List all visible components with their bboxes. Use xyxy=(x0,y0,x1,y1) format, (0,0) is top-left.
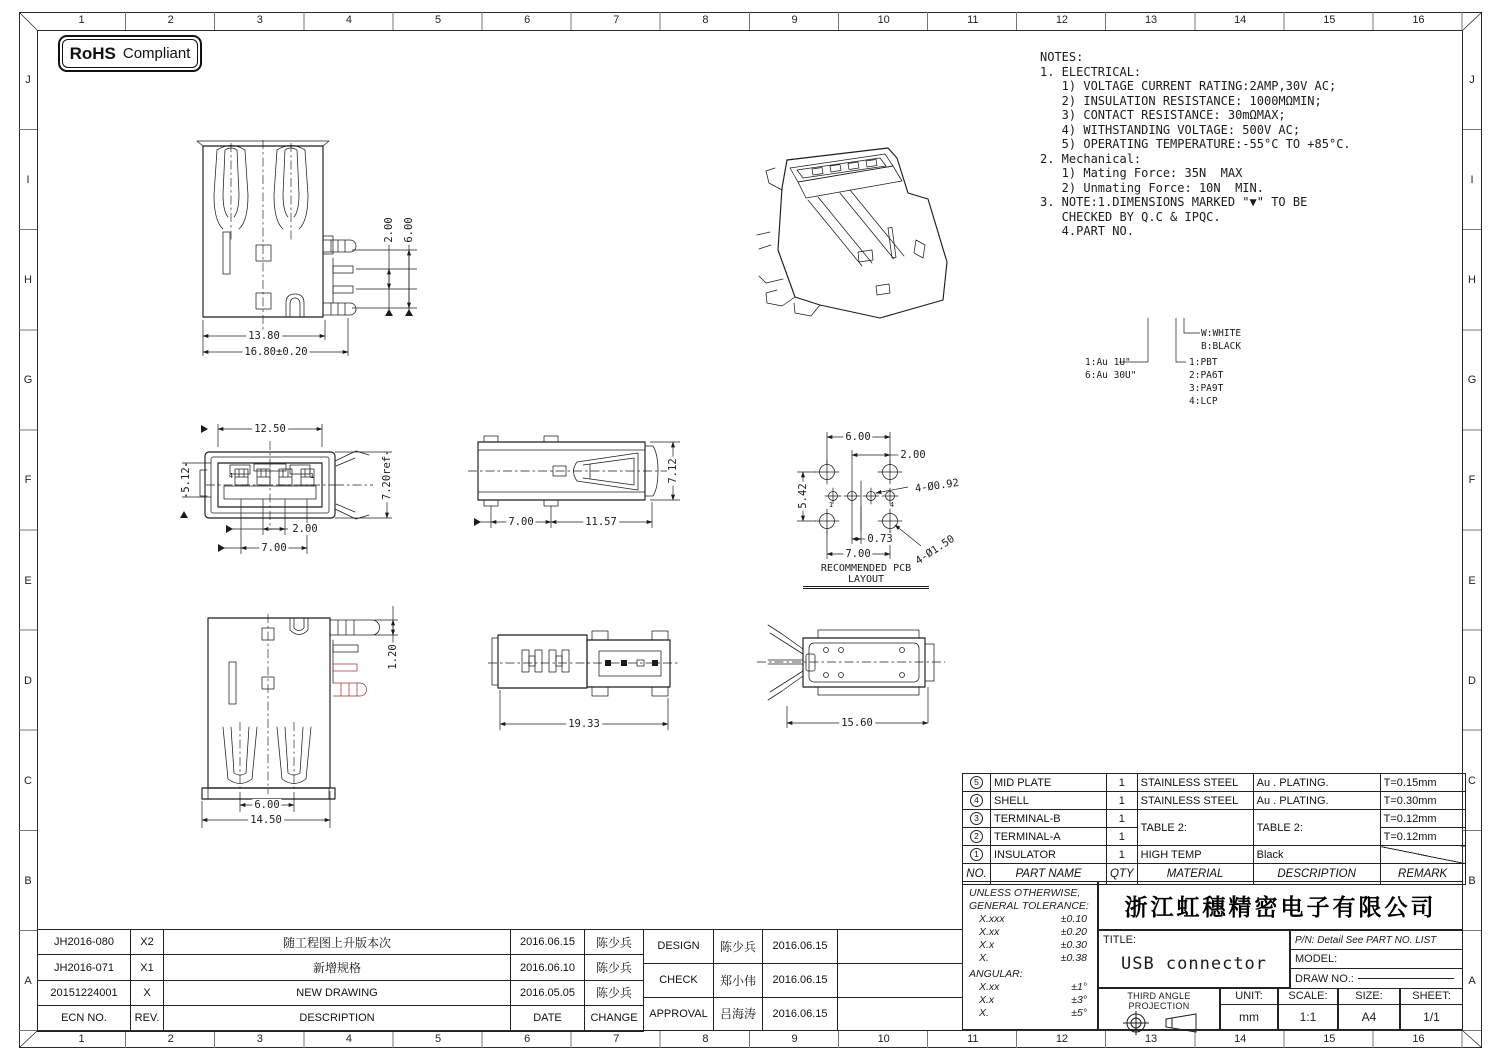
list-item: 1 xyxy=(78,1033,85,1045)
list-item: 12 xyxy=(1055,1033,1069,1045)
bom-item-no: 2 xyxy=(970,830,983,843)
bom-item-no: 4 xyxy=(970,794,983,807)
bom-part-name: TERMINAL-A xyxy=(991,828,1107,846)
approval-date: 2016.06.15 xyxy=(763,997,838,1031)
unit-value: mm xyxy=(1239,1010,1259,1024)
size-value: A4 xyxy=(1361,1010,1377,1024)
list-item: F xyxy=(1468,474,1476,487)
bom-item-no: 3 xyxy=(970,812,983,825)
list-item: 1. ELECTRICAL: xyxy=(1040,64,1142,79)
list-item: H xyxy=(24,274,32,287)
list-item: 10 xyxy=(877,14,890,26)
list-item: 15 xyxy=(1323,14,1336,26)
approval-date: 2016.06.15 xyxy=(763,930,838,964)
bom-header-desc: DESCRIPTION xyxy=(1253,864,1380,885)
list-item: 6 xyxy=(524,1033,531,1045)
bom-part-name: INSULATOR xyxy=(991,846,1107,864)
size-label: SIZE: xyxy=(1339,989,1399,1005)
approval-row xyxy=(644,997,963,1031)
list-item: E xyxy=(1468,574,1476,587)
tol-label: X. xyxy=(979,952,989,964)
tolerance-title-1: UNLESS OTHERWISE, xyxy=(969,887,1081,899)
tol-value: ±3° xyxy=(1071,994,1087,1006)
list-item: A xyxy=(24,974,32,987)
pcb-pin1-label: 1 xyxy=(828,501,834,509)
size-cell xyxy=(1338,988,1400,1030)
list-item: 6:Au 30U" xyxy=(1085,370,1137,381)
dim-side-length: 15.60 xyxy=(841,717,873,729)
list-item: 14 xyxy=(1234,14,1247,26)
bom-header-remark: REMARK xyxy=(1380,864,1465,885)
tolerance-angular-label: ANGULAR: xyxy=(969,968,1023,980)
approval-date: 2016.06.15 xyxy=(763,963,838,997)
bom-qty: 1 xyxy=(1107,792,1138,810)
dim-front-body-width: 13.80 xyxy=(248,330,280,342)
list-item: 1 xyxy=(78,14,85,26)
list-item: 14 xyxy=(1234,1033,1247,1045)
bom-desc: TABLE 2: xyxy=(1253,810,1380,846)
tolerance-block xyxy=(962,881,1098,1030)
tol-value: ±0.30 xyxy=(1060,939,1087,951)
draw-no-label: DRAW NO.: xyxy=(1295,972,1354,985)
bom-table xyxy=(962,773,1466,885)
bom-header-no: NO. xyxy=(963,864,991,885)
rev-rev: X2 xyxy=(131,930,164,955)
dim-pcb-hole-large: 4-Ø1.50 xyxy=(913,532,957,568)
bom-material: TABLE 2: xyxy=(1137,810,1253,846)
dim-front-pin-offset: 2.00 xyxy=(383,217,395,243)
bom-remark: T=0.12mm xyxy=(1380,828,1465,846)
rev-date: 2016.06.15 xyxy=(511,930,585,955)
bom-part-name: SHELL xyxy=(991,792,1107,810)
revision-table xyxy=(37,929,644,1032)
revision-header-row xyxy=(38,1006,644,1031)
bom-remark: T=0.30mm xyxy=(1380,792,1465,810)
face-pin1-label: 1 xyxy=(309,472,315,480)
tol-value: ±0.10 xyxy=(1060,913,1087,925)
dim-front-overall-width: 16.80±0.20 xyxy=(244,346,308,358)
bom-header-qty: QTY xyxy=(1107,864,1138,885)
dim-front-pin-span: 6.00 xyxy=(403,217,415,243)
list-item: NOTES: xyxy=(1040,50,1084,64)
list-item: 2 xyxy=(167,1033,174,1045)
rev-ecn: JH2016-080 xyxy=(38,930,131,955)
list-item: 2:PA6T xyxy=(1189,370,1224,381)
list-item: 1) Mating Force: 35N MAX xyxy=(1040,166,1243,180)
rev-header-change: CHANGE xyxy=(585,1006,644,1031)
rev-by: 陈少兵 xyxy=(585,955,644,980)
list-item: 5) OPERATING TEMPERATURE:-55°C TO +85°C. xyxy=(1040,137,1351,151)
part-number-row: P/N: Detail See PART NO. LIST xyxy=(1290,930,1463,950)
rev-rev: X1 xyxy=(131,955,164,980)
dim-face-span: 7.00 xyxy=(261,542,287,554)
list-item: 2) Unmating Force: 10N MIN. xyxy=(1040,180,1264,195)
list-item: 6 xyxy=(524,14,531,26)
list-item: 5 xyxy=(435,14,442,26)
dim-pcb-width: 7.00 xyxy=(845,548,871,560)
list-item: B xyxy=(24,874,32,887)
dim-pcb-span-y: 5.42 xyxy=(797,483,809,509)
list-item: 2. Mechanical: xyxy=(1040,151,1142,166)
list-item: A xyxy=(1468,974,1476,987)
list-item: 9 xyxy=(791,1033,798,1045)
scale-label: SCALE: xyxy=(1279,989,1337,1005)
bom-item-no: 5 xyxy=(970,776,983,789)
dim-pcb-offset: 0.73 xyxy=(867,533,893,545)
projection-label: THIRD ANGLE PROJECTION xyxy=(1127,991,1191,1011)
list-item: 4.PART NO. xyxy=(1040,224,1134,238)
list-item: 13 xyxy=(1144,14,1158,26)
rev-header-date: DATE xyxy=(511,1006,585,1031)
bom-header-name: PART NAME xyxy=(991,864,1107,885)
revision-row xyxy=(38,955,644,980)
tol-value: ±5° xyxy=(1071,1007,1087,1019)
dim-face-pitch: 2.00 xyxy=(292,523,318,535)
list-item: G xyxy=(23,374,33,387)
grid-numbers-bottom xyxy=(37,1031,1463,1048)
list-item: 1:PBT xyxy=(1189,357,1218,368)
list-item: 7 xyxy=(613,14,620,26)
approval-row xyxy=(644,930,963,964)
tol-label: X.xxx xyxy=(979,913,1005,925)
revision-row xyxy=(38,980,644,1005)
approval-name: 陈少兵 xyxy=(714,930,763,964)
dim-rear-slot-pitch: 6.00 xyxy=(254,799,280,811)
dim-rear-width: 14.50 xyxy=(250,814,282,826)
company-name: 浙江虹穗精密电子有限公司 xyxy=(1098,881,1463,930)
rev-ecn: JH2016-071 xyxy=(38,955,131,980)
dim-top-front-len: 7.00 xyxy=(508,516,534,528)
list-item: B:BLACK xyxy=(1201,341,1242,352)
bom-qty: 1 xyxy=(1107,774,1138,792)
list-item: 3 xyxy=(256,14,263,26)
third-angle-projection-symbol xyxy=(1104,1011,1214,1035)
sheet-label: SHEET: xyxy=(1401,989,1462,1005)
grid-letters-left xyxy=(19,30,37,1031)
legend-colors xyxy=(1201,327,1241,353)
list-item: 2) INSULATION RESISTANCE: 1000MΩMIN; xyxy=(1040,93,1322,108)
bom-qty: 1 xyxy=(1107,846,1138,864)
list-item: B xyxy=(1468,874,1476,887)
list-item: 15 xyxy=(1323,1033,1336,1045)
tol-label: X.x xyxy=(979,939,995,951)
pcb-layout-title: RECOMMENDED PCB LAYOUT xyxy=(803,563,929,589)
projection-cell xyxy=(1098,988,1220,1030)
list-item: 1:Au 1U" xyxy=(1085,357,1131,368)
list-item: C xyxy=(1468,774,1476,787)
list-item: 12 xyxy=(1055,14,1069,26)
approval-role: CHECK xyxy=(644,963,714,997)
approval-role: APPROVAL xyxy=(644,997,714,1031)
list-item: W:WHITE xyxy=(1201,328,1242,339)
rohs-badge-inner-border xyxy=(62,39,198,68)
bom-row xyxy=(963,846,1466,864)
rev-desc: NEW DRAWING xyxy=(164,980,511,1005)
rev-date: 2016.05.05 xyxy=(511,980,585,1005)
rev-desc: 随工程图上升版本次 xyxy=(164,930,511,955)
list-item: 4:LCP xyxy=(1189,396,1218,407)
sheet-value: 1/1 xyxy=(1423,1010,1440,1024)
scale-value: 1:1 xyxy=(1299,1010,1317,1024)
dim-top-rear-len: 11.57 xyxy=(585,516,617,528)
bom-desc: Au . PLATING. xyxy=(1253,792,1380,810)
list-item: 4 xyxy=(345,1033,352,1045)
tol-value: ±0.20 xyxy=(1060,926,1087,938)
approval-blank xyxy=(838,930,963,964)
approval-role: DESIGN xyxy=(644,930,714,964)
rev-header-ecn: ECN NO. xyxy=(38,1006,131,1031)
list-item: E xyxy=(24,574,32,587)
tol-label: X.xx xyxy=(979,981,1000,993)
list-item: F xyxy=(24,474,32,487)
list-item: 16 xyxy=(1412,14,1425,26)
list-item: 7 xyxy=(613,1033,620,1045)
list-item: J xyxy=(1469,74,1475,87)
rev-rev: X xyxy=(131,980,164,1005)
list-item: H xyxy=(1468,274,1476,287)
tol-label: X.x xyxy=(979,994,995,1006)
grid-numbers-top xyxy=(37,12,1463,30)
tol-value: ±1° xyxy=(1071,981,1087,993)
bom-row xyxy=(963,792,1466,810)
list-item: 4) WITHSTANDING VOLTAGE: 500V AC; xyxy=(1040,122,1301,137)
list-item: 8 xyxy=(702,14,709,26)
rev-date: 2016.06.10 xyxy=(511,955,585,980)
bom-material: STAINLESS STEEL xyxy=(1137,774,1253,792)
list-item: I xyxy=(1470,174,1474,187)
dim-pcb-span-x: 6.00 xyxy=(845,431,871,443)
list-item: 2 xyxy=(167,14,174,26)
list-item: J xyxy=(25,74,31,87)
legend-plating xyxy=(1085,356,1136,382)
tolerance-title-2: GENERAL TOLERANCE: xyxy=(969,900,1089,912)
list-item: 3:PA9T xyxy=(1189,383,1224,394)
bom-material: STAINLESS STEEL xyxy=(1137,792,1253,810)
drawing-title: USB connector xyxy=(1120,954,1268,974)
approval-row xyxy=(644,963,963,997)
list-item: I xyxy=(26,174,30,187)
rev-desc: 新增规格 xyxy=(164,955,511,980)
bom-qty: 1 xyxy=(1107,810,1138,828)
notes-block xyxy=(1040,50,1470,239)
dim-top-width: 7.12 xyxy=(667,458,679,484)
list-item: D xyxy=(1468,674,1476,687)
list-item: 11 xyxy=(967,1033,979,1045)
title-label: TITLE: xyxy=(1103,934,1137,946)
bom-part-name: MID PLATE xyxy=(991,774,1107,792)
list-item: 11 xyxy=(967,14,979,26)
dim-pcb-pitch-x: 2.00 xyxy=(900,449,926,461)
approval-blank xyxy=(838,963,963,997)
bom-row xyxy=(963,774,1466,792)
list-item: 1) VOLTAGE CURRENT RATING:2AMP,30V AC; xyxy=(1040,79,1337,93)
unit-cell xyxy=(1220,988,1278,1030)
rev-header-rev: REV. xyxy=(131,1006,164,1031)
list-item: 4 xyxy=(345,14,352,26)
draw-no-blank-line xyxy=(1358,978,1454,979)
bom-remark: T=0.15mm xyxy=(1380,774,1465,792)
bom-part-name: TERMINAL-B xyxy=(991,810,1107,828)
list-item: 3. NOTE:1.DIMENSIONS MARKED "▼" TO BE xyxy=(1040,195,1308,209)
bom-header-material: MATERIAL xyxy=(1137,864,1253,885)
list-item: 8 xyxy=(702,1033,709,1045)
dim-rear-pin: 1.20 xyxy=(387,644,399,670)
approval-name: 郑小伟 xyxy=(714,963,763,997)
compliant-label: Compliant xyxy=(122,45,191,62)
bom-desc: Black xyxy=(1253,846,1380,864)
bom-item-no: 1 xyxy=(970,848,983,861)
list-item: 5 xyxy=(435,1033,442,1045)
title-cell xyxy=(1098,930,1290,988)
rev-by: 陈少兵 xyxy=(585,930,644,955)
dim-pcb-hole-small: 4-Ø0.92 xyxy=(914,476,960,496)
list-item: 16 xyxy=(1412,1033,1425,1045)
rev-header-desc: DESCRIPTION xyxy=(164,1006,511,1031)
list-item: 10 xyxy=(877,1033,890,1045)
unit-label: UNIT: xyxy=(1221,989,1277,1005)
pcb-pin4-label: 4 xyxy=(889,501,895,509)
rohs-badge xyxy=(58,35,202,72)
rev-ecn: 20151224001 xyxy=(38,980,131,1005)
list-item: 3) CONTACT RESISTANCE: 30mΩMAX; xyxy=(1040,108,1286,122)
approval-name: 吕海涛 xyxy=(714,997,763,1031)
bom-material: HIGH TEMP xyxy=(1137,846,1253,864)
list-item: C xyxy=(24,774,32,787)
bom-row xyxy=(963,810,1466,828)
list-item: CHECKED BY Q.C & IPQC. xyxy=(1040,209,1221,224)
tol-label: X.xx xyxy=(979,926,1000,938)
bom-qty: 1 xyxy=(1107,828,1138,846)
face-pin4-label: 4 xyxy=(228,472,234,480)
dim-face-width: 12.50 xyxy=(254,423,286,435)
approval-table xyxy=(643,929,963,1031)
list-item: 3 xyxy=(256,1033,263,1045)
sheet-cell xyxy=(1400,988,1463,1030)
bom-remark: T=0.12mm xyxy=(1380,810,1465,828)
draw-no-row xyxy=(1290,968,1463,989)
dim-face-depth-ref: 7.20ref xyxy=(381,455,393,501)
list-item: 13 xyxy=(1144,1033,1158,1045)
dim-face-height: 5.12 xyxy=(180,467,192,493)
list-item: D xyxy=(24,674,32,687)
list-item: 9 xyxy=(791,14,798,26)
scale-cell xyxy=(1278,988,1338,1030)
legend-materials xyxy=(1189,356,1223,408)
tol-label: X. xyxy=(979,1007,989,1019)
list-item: G xyxy=(1467,374,1477,387)
rev-by: 陈少兵 xyxy=(585,980,644,1005)
bom-desc: Au . PLATING. xyxy=(1253,774,1380,792)
dim-bottom-length: 19.33 xyxy=(568,718,600,730)
tol-value: ±0.38 xyxy=(1060,952,1087,964)
rohs-label: RoHS xyxy=(69,43,116,63)
revision-row xyxy=(38,930,644,955)
approval-blank xyxy=(838,997,963,1031)
model-row: MODEL: xyxy=(1290,949,1463,969)
bom-remark-diagonal xyxy=(1380,846,1465,864)
